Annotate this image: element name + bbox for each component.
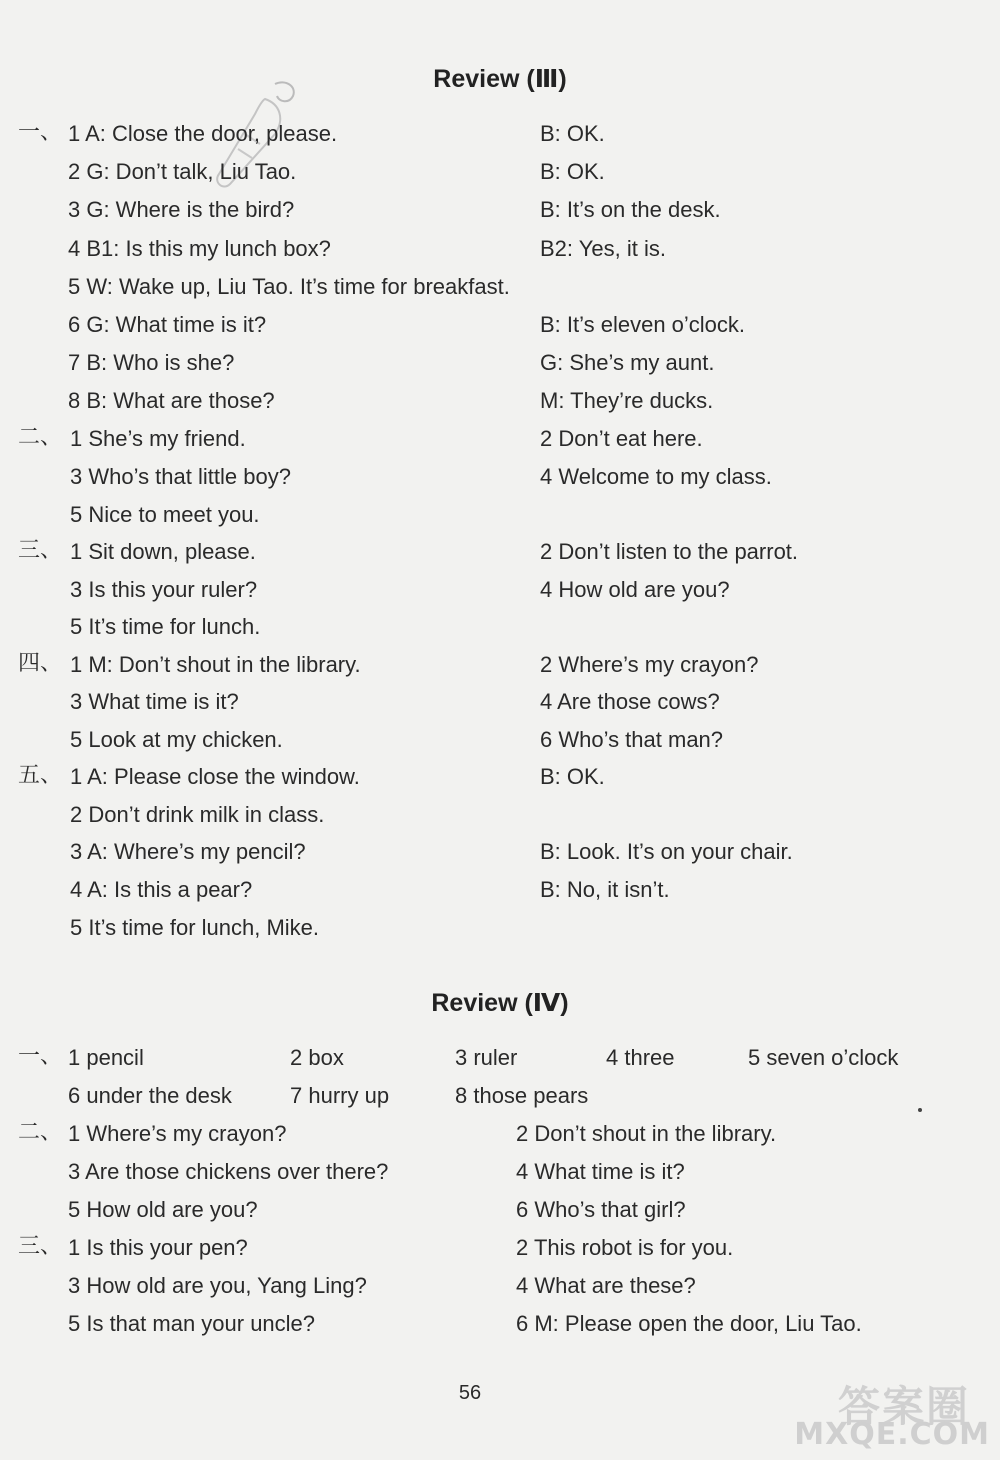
answer-left: 3 A: Where’s my pencil?	[70, 839, 306, 864]
answer-left: 8 B: What are those?	[68, 388, 275, 413]
answer-left: 3 Are those chickens over there?	[68, 1159, 389, 1184]
answer-left: 7 B: Who is she?	[68, 350, 235, 375]
answer-right: B: OK.	[540, 121, 605, 146]
vocab-item: 7 hurry up	[290, 1083, 390, 1108]
answer-left: 5 Look at my chicken.	[70, 727, 283, 752]
answer-left: 3 How old are you, Yang Ling?	[68, 1273, 367, 1298]
answer-right: B: OK.	[540, 159, 605, 184]
section-marker: 一、	[18, 119, 63, 144]
watermark-logo	[794, 1374, 990, 1452]
answer-left: 5 It’s time for lunch.	[70, 614, 261, 639]
stray-dot	[918, 1108, 922, 1112]
answer-left: 2 Don’t drink milk in class.	[70, 802, 325, 827]
answer-right: 4 What are these?	[516, 1273, 696, 1298]
vocab-item: 6 under the desk	[68, 1083, 232, 1108]
answer-right: 6 M: Please open the door, Liu Tao.	[516, 1311, 862, 1336]
answer-right: G: She’s my aunt.	[540, 350, 715, 375]
answer-right: 4 How old are you?	[540, 577, 730, 602]
answer-right: 2 Don’t listen to the parrot.	[540, 539, 799, 564]
answer-right: B: It’s on the desk.	[540, 197, 721, 222]
vocab-row	[68, 1077, 968, 1115]
answer-right: 4 What time is it?	[516, 1159, 685, 1184]
review-4-title: Review (Ⅳ)	[431, 989, 569, 1017]
vocab-item: 3 ruler	[455, 1045, 518, 1070]
answer-left: 3 What time is it?	[70, 689, 239, 714]
answer-right: B: OK.	[540, 764, 605, 789]
review-3-title: Review (Ⅲ)	[433, 65, 567, 93]
answer-left: 1 A: Please close the window.	[70, 764, 360, 789]
answer-right: M: They’re ducks.	[540, 388, 714, 413]
vocab-item: 8 those pears	[455, 1083, 589, 1108]
answer-left: 3 Who’s that little boy?	[70, 464, 291, 489]
answer-left: 5 Nice to meet you.	[70, 502, 260, 527]
section-marker: 四、	[18, 650, 63, 675]
answer-left: 3 Is this your ruler?	[70, 577, 258, 602]
vocab-item: 2 box	[290, 1045, 344, 1070]
page-number: 56	[458, 1382, 482, 1404]
answer-right: B: It’s eleven o’clock.	[540, 312, 746, 337]
answer-left: 1 A: Close the door, please.	[68, 121, 338, 146]
vocab-item: 4 three	[606, 1045, 675, 1070]
answer-left: 6 G: What time is it?	[68, 312, 267, 337]
section-marker: 一、	[18, 1043, 63, 1068]
answer-right: 2 Don’t shout in the library.	[516, 1121, 777, 1146]
answer-right: 2 This robot is for you.	[516, 1235, 734, 1260]
answer-right: 2 Don’t eat here.	[540, 426, 703, 451]
answer-left: 1 She’s my friend.	[70, 426, 246, 451]
answer-right: 4 Welcome to my class.	[540, 464, 772, 489]
answer-left: 2 G: Don’t talk, Liu Tao.	[68, 159, 297, 184]
answer-left: 5 Is that man your uncle?	[68, 1311, 316, 1336]
section-marker: 五、	[18, 762, 63, 787]
answer-left: 5 It’s time for lunch, Mike.	[70, 915, 320, 940]
answer-right: B: No, it isn’t.	[540, 877, 670, 902]
watermark-top-text: 答案圈	[837, 1383, 970, 1430]
answer-left: 4 A: Is this a pear?	[70, 877, 253, 902]
answer-left: 4 B1: Is this my lunch box?	[68, 236, 331, 261]
vocab-item: 5 seven o’clock	[748, 1045, 899, 1070]
answer-right: 6 Who’s that man?	[540, 727, 724, 752]
answer-left: 1 Sit down, please.	[70, 539, 256, 564]
section-marker: 三、	[18, 537, 63, 562]
answer-left: 5 How old are you?	[68, 1197, 258, 1222]
answer-left: 1 Where’s my crayon?	[68, 1121, 287, 1146]
vocab-item: 1 pencil	[68, 1045, 144, 1070]
answer-right: 6 Who’s that girl?	[516, 1197, 686, 1222]
answer-left: 1 Is this your pen?	[68, 1235, 248, 1260]
answer-right: B2: Yes, it is.	[540, 236, 666, 261]
section-marker: 二、	[18, 1119, 63, 1144]
answer-left: 5 W: Wake up, Liu Tao. It’s time for breakfast.	[68, 274, 510, 299]
answer-right: 2 Where’s my crayon?	[540, 652, 759, 677]
answer-right: 4 Are those cows?	[540, 689, 720, 714]
watermark-bottom-text: MXQE.COM	[794, 1417, 990, 1452]
vocab-row	[68, 1039, 968, 1077]
answer-left: 1 M: Don’t shout in the library.	[70, 652, 361, 677]
section-marker: 二、	[18, 424, 63, 449]
answer-left: 3 G: Where is the bird?	[68, 197, 295, 222]
answer-right: B: Look. It’s on your chair.	[540, 839, 793, 864]
section-marker: 三、	[18, 1233, 63, 1258]
